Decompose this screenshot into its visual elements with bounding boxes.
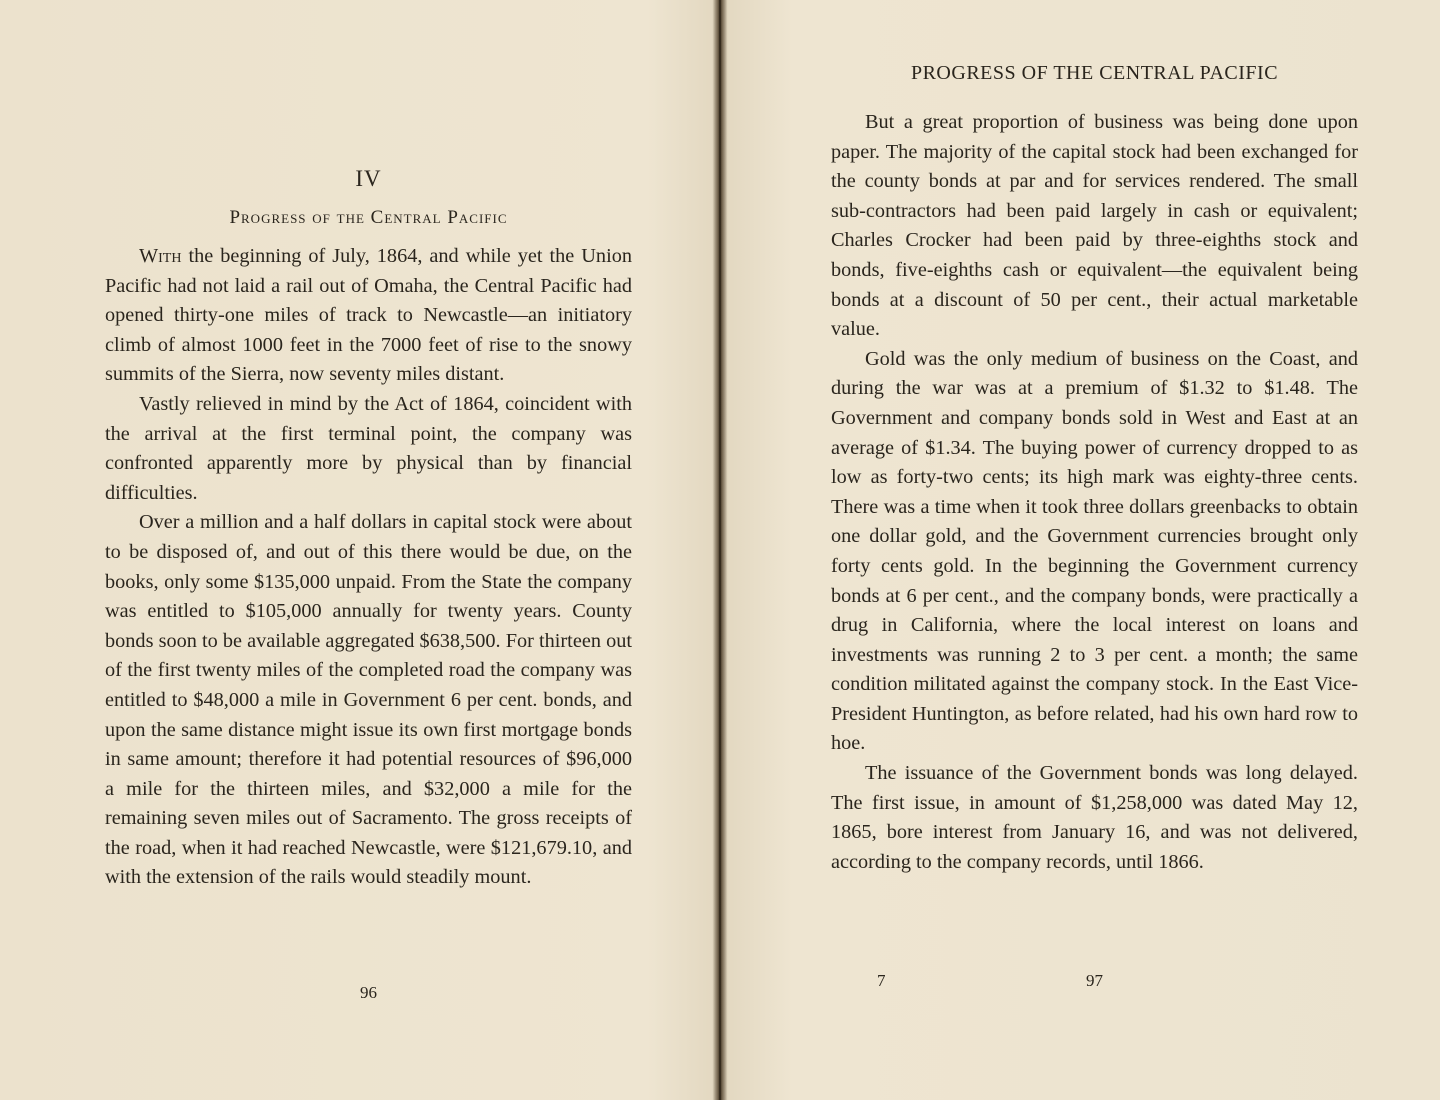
signature-mark: 7 xyxy=(877,971,886,990)
paragraph: But a great proportion of business was being done upon paper. The majority of the capital stock had been exchanged for the county bonds at par and for services rendered. The small sub-contractors had been paid largely in cash or equivalent; Charles Crocker had been paid by three-eighths stock and bonds, five-eighths cash or equivalent—the equivalent being bonds at a discount of 50 per cent., their actual marketable value. xyxy=(831,111,1358,341)
paragraph xyxy=(105,242,632,390)
paragraph: Vastly relieved in mind by the Act of 1864, coincident with the arrival at the first terminal point, the company was confronted apparently more by physical than by financial difficulties. xyxy=(105,392,632,504)
left-page xyxy=(105,0,632,1100)
running-head: PROGRESS OF THE CENTRAL PACIFIC xyxy=(910,62,1279,84)
left-page-text xyxy=(105,242,632,893)
page-number: 96 xyxy=(360,983,377,1002)
right-page-text xyxy=(831,108,1358,877)
paragraph: The issuance of the Government bonds was long delayed. The first issue, in amount of $1,258,000 was dated May 12, 1865, bore interest from January 16, and was not delivered, according to the company records, until 1866. xyxy=(831,762,1358,873)
chapter-number: IV xyxy=(355,166,382,191)
page-number: 97 xyxy=(1086,971,1103,990)
paragraph-lead: With xyxy=(139,245,182,267)
book-gutter xyxy=(712,0,728,1100)
paragraph: Gold was the only medium of business on the Coast, and during the war was at a premium of $1.32 to $1.48. The Government and company bonds sold in West and East at an average of $1.34. The buying power of currency dropped to as low as forty-two cents; its high mark was eighty-three cents. There was a time when it took three dollars greenbacks to obtain one dollar gold, and the Government currencies brought only forty cents gold. In the beginning the Government currency bonds at 6 per cent., and the company bonds, were practically a drug in California, where the local interest on loans and investments was running 2 to 3 per cent. a month; the same condition militated against the company stock. In the East Vice-President Huntington, as before related, had his own hard row to hoe. xyxy=(831,347,1358,755)
paragraph: Over a million and a half dollars in capital stock were about to be disposed of, and out of this there would be due, on the books, only some $135,000 unpaid. From the State the company was entitled to $105,000 annually for twenty years. County bonds soon to be available aggregated $638,500. For thirteen out of the first twenty miles of the completed road the company was entitled to $48,000 a mile in Government 6 per cent. bonds, and upon the same distance might issue its own first mortgage bonds in same amount; therefore it had potential resources of $96,000 a mile for the thirteen miles, and $32,000 a mile for the remaining seven miles out of Sacramento. The gross receipts of the road, when it had reached Newcastle, were $121,679.10, and with the extension of the rails would steadily mount. xyxy=(105,511,632,889)
right-page xyxy=(831,0,1358,1100)
chapter-title: Progress of the Central Pacific xyxy=(229,207,508,228)
paragraph-body: the beginning of July, 1864, and while yet the Union Pacific had not laid a rail out of Omaha, the Central Pacific had opened thirty-one miles of track to Newcastle—an initiatory climb of almost 1000 feet in the 7000 feet of rise to the snowy summits of the Sierra, now seventy miles distant. xyxy=(105,245,632,386)
